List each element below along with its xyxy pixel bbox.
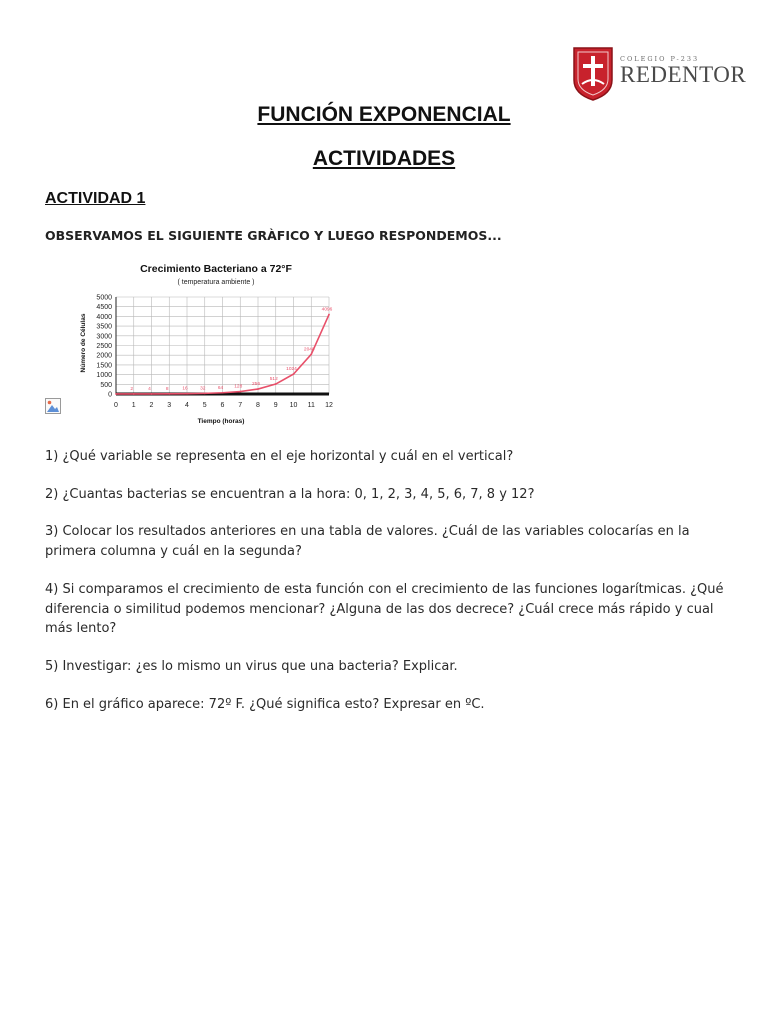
y-tick-label: 1500 xyxy=(96,362,112,370)
data-label: 512 xyxy=(269,377,278,383)
data-label: 256 xyxy=(251,382,261,388)
x-tick-label: 4 xyxy=(185,402,189,409)
activity-heading: ACTIVIDAD 1 xyxy=(45,190,146,207)
question-4: 4) Si comparamos el crecimiento de esta función con el crecimiento de las funciones logarítmicas. ¿Qué diferencia o similitud podemos mencionar? ¿Alguna de las dos decrece? ¿Cuál crece más rápido y cual más lento? xyxy=(45,582,724,636)
x-tick-label: 11 xyxy=(307,402,315,409)
data-label: 4096 xyxy=(321,307,333,313)
y-tick-label: 2500 xyxy=(96,343,112,350)
x-tick-label: 12 xyxy=(325,402,333,409)
data-point xyxy=(328,314,330,316)
data-label: 1024 xyxy=(286,367,297,373)
data-label: 4 xyxy=(148,386,151,392)
data-point xyxy=(310,353,312,355)
data-label: 32 xyxy=(200,386,206,392)
data-point xyxy=(239,391,241,393)
x-tick-label: 7 xyxy=(238,402,243,409)
question-3: 3) Colocar los resultados anteriores en una tabla de valores. ¿Cuál de las variables colocarías en la primera columna y cuál en la segunda? xyxy=(45,524,690,559)
chart-y-label: Número de Células xyxy=(80,313,87,373)
bacteria-growth-chart xyxy=(76,249,336,429)
question-2: 2) ¿Cuantas bacterias se encuentran a la hora: 0, 1, 2, 3, 4, 5, 6, 7, 8 y 12? xyxy=(45,487,535,502)
data-point xyxy=(204,392,206,394)
x-tick-label: 2 xyxy=(149,402,154,409)
logo-small-text: COLEGIO xyxy=(620,55,667,63)
school-logo xyxy=(572,46,747,102)
data-point xyxy=(168,393,170,395)
y-tick-label: 1000 xyxy=(96,372,112,380)
data-label: 128 xyxy=(234,384,243,390)
data-point xyxy=(115,393,117,395)
question-6: 6) En el gráfico aparece: 72º F. ¿Qué significa esto? Expresar en ºC. xyxy=(45,697,485,712)
x-tick-label: 3 xyxy=(167,402,172,409)
y-tick-label: 5000 xyxy=(96,294,112,302)
data-label: 8 xyxy=(165,386,169,392)
x-tick-label: 6 xyxy=(220,402,225,409)
logo-code: P-233 xyxy=(670,55,700,63)
chart-subtitle: ( temperatura ambiente ) xyxy=(177,279,255,286)
data-point xyxy=(222,392,224,394)
data-label: 16 xyxy=(182,386,188,392)
y-tick-label: 3500 xyxy=(96,323,112,331)
y-tick-label: 4500 xyxy=(96,304,112,312)
main-title: FUNCIÓN EXPONENCIAL xyxy=(257,103,511,126)
y-tick-label: 2000 xyxy=(96,352,112,360)
x-tick-label: 1 xyxy=(131,402,136,409)
sub-title: ACTIVIDADES xyxy=(312,147,456,170)
logo-name: REDENTOR xyxy=(620,62,747,87)
chart-x-label: Tiempo (horas) xyxy=(197,418,245,425)
data-label: 64 xyxy=(217,385,224,391)
data-point xyxy=(293,373,295,375)
data-label: 2 xyxy=(130,386,134,392)
data-point xyxy=(257,388,259,390)
data-point xyxy=(275,383,277,385)
broken-image-icon xyxy=(45,398,61,414)
data-label: 2048 xyxy=(303,347,315,353)
question-1: 1) ¿Qué variable se representa en el eje horizontal y cuál en el vertical? xyxy=(45,449,514,464)
question-5: 5) Investigar: ¿es lo mismo un virus que una bacteria? Explicar. xyxy=(45,659,458,674)
x-tick-label: 10 xyxy=(289,402,298,409)
x-tick-label: 9 xyxy=(273,402,278,409)
x-tick-label: 5 xyxy=(202,402,207,409)
activity-instruction: OBSERVAMOS EL SIGUIENTE GRÀFICO Y LUEGO RESPONDEMOS... xyxy=(45,228,502,243)
y-tick-label: 3000 xyxy=(96,333,112,341)
x-tick-label: 0 xyxy=(114,402,118,409)
chart-svg xyxy=(76,249,336,429)
y-tick-label: 0 xyxy=(108,391,112,399)
y-tick-label: 500 xyxy=(100,381,112,389)
y-tick-label: 4000 xyxy=(96,313,112,321)
shield-icon xyxy=(572,46,614,102)
data-point xyxy=(133,393,135,395)
x-tick-label: 8 xyxy=(256,402,260,409)
chart-title: Crecimiento Bacteriano a 72°F xyxy=(140,263,292,275)
data-point xyxy=(186,393,188,395)
data-point xyxy=(151,393,153,395)
